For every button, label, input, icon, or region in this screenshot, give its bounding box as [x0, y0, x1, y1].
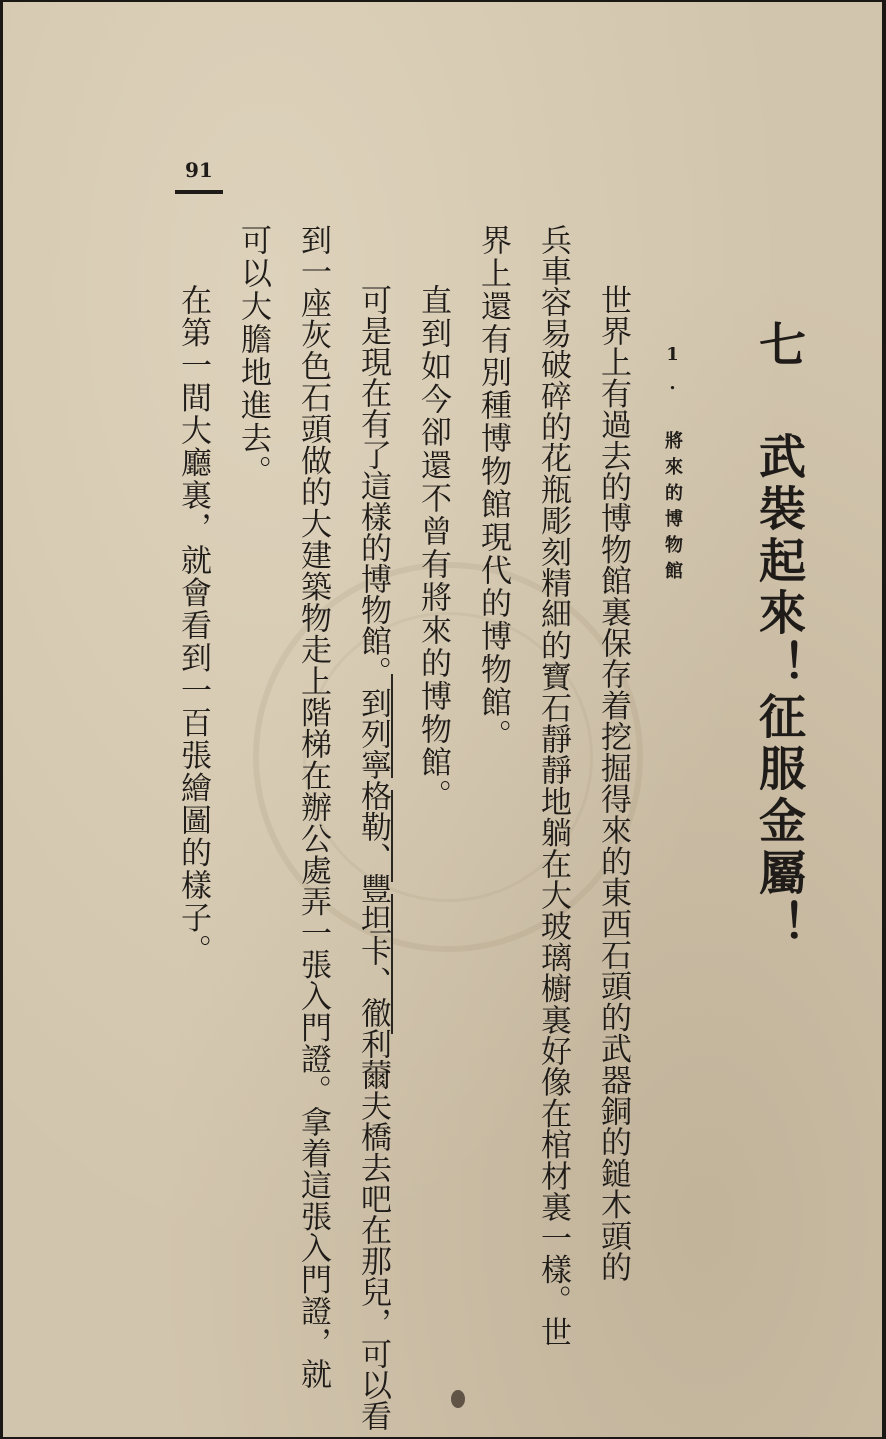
page-number: 91: [185, 158, 213, 182]
text-line-4: 直到如今卻還不曾有將來的博物館。: [415, 284, 451, 812]
book-page: [3, 2, 882, 1437]
page-number-rule: [175, 190, 223, 194]
text-line-3: 界上還有別種博物館現代的博物館。: [475, 224, 511, 752]
text-line-8: 在第一間大廳裏，就會看到一百張繪圖的樣子。: [175, 284, 211, 967]
text-line-7: 可以大膽地進去。: [235, 224, 271, 488]
section-title: 1. 將來的博物館: [662, 344, 683, 587]
ink-stain: [451, 1390, 465, 1408]
proper-name-mark-2: [391, 790, 393, 882]
text-line-6: 到一座灰色石頭做的大建築物走上階梯在辦公處弄一張入門證。拿着這張入門證，就: [295, 224, 331, 1390]
proper-name-mark-1: [391, 674, 393, 778]
text-line-5: 可是現在有了這樣的博物館。到列寧格勒、豐坦卡、徹利薾夫橋去吧在那兒，可以看: [355, 284, 391, 1431]
text-line-1: 世界上有過去的博物館裏保存着挖掘得來的東西石頭的武器銅的鎚木頭的: [595, 284, 631, 1283]
text-line-2: 兵車容易破碎的花瓶彫刻精細的寶石靜靜地躺在大玻璃櫥裏好像在棺材裏一樣。世: [535, 224, 571, 1348]
proper-name-mark-3: [391, 894, 393, 1034]
chapter-title: 七 武裝起來！征服金屬！: [751, 320, 806, 952]
